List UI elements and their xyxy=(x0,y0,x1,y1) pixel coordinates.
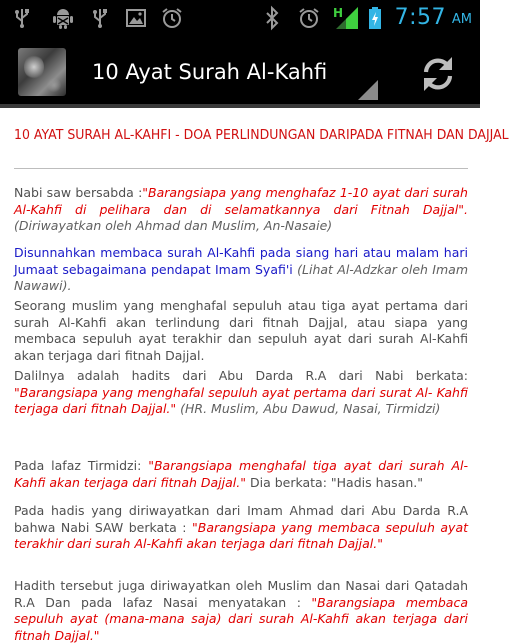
title-divider xyxy=(14,168,468,169)
p2-text: Disunnahkan membaca surah Al-Kahfi pada siang hari atau malam hari Jumaat sebagaimana pendapat Imam Syafi'i xyxy=(14,245,468,277)
p5-lead: Pada lafaz Tirmidzi: xyxy=(14,458,149,473)
paragraph-5 xyxy=(14,458,468,491)
image-icon xyxy=(124,0,148,36)
p4-lead: Dalilnya adalah hadits dari Abu Darda R.A dari Nabi berkata: xyxy=(14,368,468,383)
signal-h-icon xyxy=(332,0,360,36)
p7-quote: "Barangsiapa membaca sepuluh ayat (mana-mana saja) dari surah Al-Kahfi akan terjaga dari fitnah Dajjal." xyxy=(14,594,468,643)
article-view[interactable] xyxy=(0,108,509,643)
p6-quote: "Barangsiapa yang membaca sepuluh ayat terakhir dari surah Al-Kahfi akan terjaga dari fitnah Dajjal." xyxy=(14,519,469,552)
status-bar xyxy=(0,0,480,36)
app-logo-icon[interactable] xyxy=(18,48,66,96)
paragraph-1 xyxy=(14,185,468,235)
clock-time: 7:57 xyxy=(394,5,446,30)
p1-cite: (Diriwayatkan oleh Ahmad dan Muslim, An-Nasaie) xyxy=(14,218,333,234)
usb-icon xyxy=(12,0,32,36)
p5-tail: Dia berkata: "Hadis hasan." xyxy=(246,474,423,490)
usb-icon xyxy=(90,0,110,36)
p7-lead: Hadith tersebut juga diriwayatkan oleh Muslim dan Nasai dari Qatadah R.A Dan pada lafaz Nasai menyatakan : xyxy=(14,578,468,610)
p5-quote: "Barangsiapa menghafal tiga ayat dari surah Al-Kahfi akan terjaga dari fitnah Dajjal." xyxy=(14,458,468,490)
network-type-label: H xyxy=(333,6,344,20)
p4-quote: "Barangsiapa yang menghafal sepuluh ayat pertama dari surat Al- Kahfi terjaga dari fitnah Dajjal." xyxy=(14,384,468,417)
battery-charging-icon xyxy=(366,0,384,36)
p1-lead: Nabi saw bersabda : xyxy=(14,185,143,200)
p4-cite: (HR. Muslim, Abu Dawud, Nasai, Tirmidzi) xyxy=(176,401,441,417)
alarm-icon xyxy=(296,0,322,36)
android-debug-icon xyxy=(50,0,76,36)
article-title: 10 AYAT SURAH AL-KAHFI - DOA PERLINDUNGAN DARIPADA FITNAH DAN DAJJAL xyxy=(14,127,509,143)
app-title[interactable]: 10 Ayat Surah Al-Kahfi xyxy=(92,60,328,84)
alarm-icon xyxy=(160,0,184,36)
paragraph-4 xyxy=(14,368,468,418)
p2-cite: (Lihat Al-Adzkar oleh Imam Nawawi). xyxy=(14,261,469,294)
clock-ampm: AM xyxy=(451,12,472,27)
p3-text: Seorang muslim yang menghafal sepuluh atau tiga ayat pertama dari surah Al-Kahfi akan terlindung dari fitnah Dajjal, atau siapa yang membaca sepuluh ayat terakhir dan sepuluh ayat dari surah Al-Kahfi akan terjaga dari fitnah Dajjal. xyxy=(14,298,468,363)
paragraph-3 xyxy=(14,298,468,364)
p1-quote: "Barangsiapa yang menghafaz 1-10 ayat dari surah Al-Kahfi di pelihara dan di selamatkannya dari Fitnah Dajjal". xyxy=(14,185,468,217)
refresh-icon xyxy=(418,54,458,94)
paragraph-2 xyxy=(14,245,468,295)
bluetooth-icon xyxy=(262,0,282,36)
paragraph-6 xyxy=(14,503,468,553)
spinner-dropdown-icon[interactable] xyxy=(358,80,378,100)
paragraph-7 xyxy=(14,578,468,644)
p6-lead: Pada hadis yang diriwayatkan dari Imam Ahmad dari Abu Darda R.A bahwa Nabi SAW berkata : xyxy=(14,503,468,535)
refresh-button[interactable] xyxy=(412,48,464,100)
